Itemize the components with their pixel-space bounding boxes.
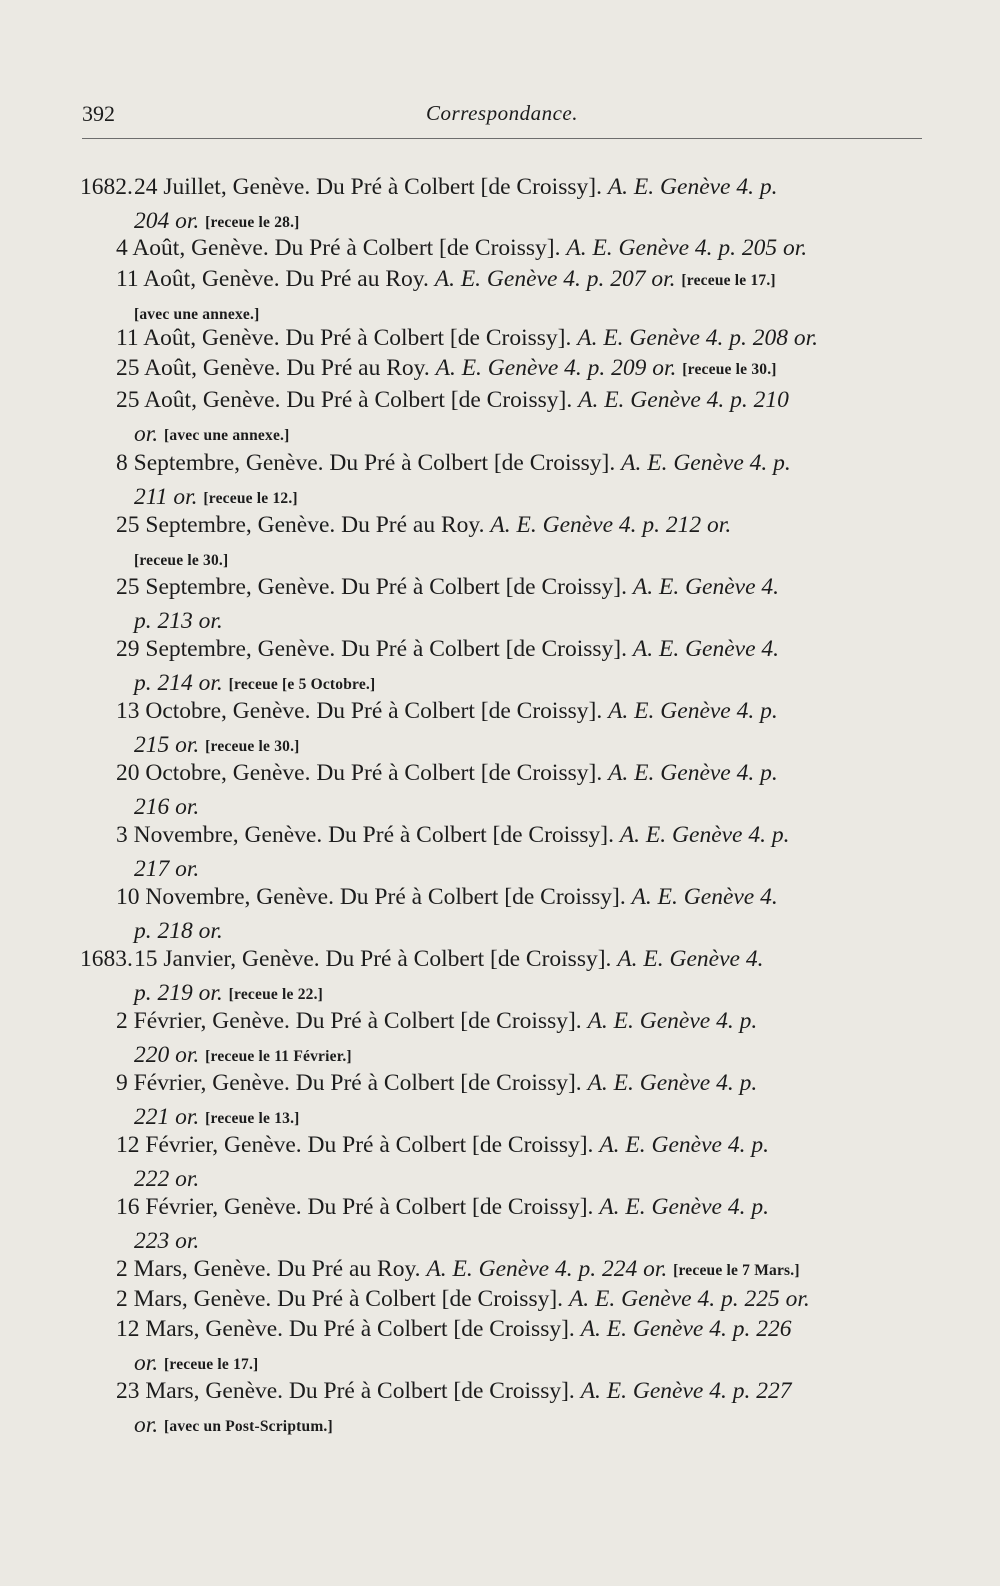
entry-text: 12 Février, Genève. Du Pré à Colbert [de Croissy].: [116, 1132, 594, 1158]
entry-text: 2 Mars, Genève. Du Pré à Colbert [de Croissy].: [116, 1286, 564, 1312]
entry-text: 11 Août, Genève. Du Pré à Colbert [de Croissy].: [116, 325, 572, 351]
entry-line: [116, 1006, 757, 1036]
entry-source-cont: 221 or.: [134, 1104, 200, 1130]
entry-continuation: [134, 916, 223, 946]
entry-continuation: [134, 606, 223, 636]
entry-continuation: [134, 1164, 199, 1194]
entry-line: [116, 448, 791, 478]
entry-source: A. E. Genève 4. p.: [599, 1132, 769, 1158]
entry-source-cont: or.: [134, 1350, 159, 1376]
entry-continuation: [134, 792, 199, 822]
entry-line: [116, 1130, 769, 1160]
entry-line: [116, 353, 777, 385]
entry-text: 25 Septembre, Genève. Du Pré à Colbert [de Croissy].: [116, 574, 627, 600]
entry-text: 13 Octobre, Genève. Du Pré à Colbert [de Croissy].: [116, 698, 603, 724]
entry-line: [116, 1376, 791, 1406]
entry-text: 24 Juillet, Genève. Du Pré à Colbert [de Croissy].: [134, 174, 602, 200]
entry-line: [116, 510, 731, 540]
entry-source-cont: p. 214 or.: [134, 670, 223, 696]
entry-source-cont: 204 or.: [134, 208, 200, 234]
entry-source: A. E. Genève 4. p.: [587, 1070, 758, 1096]
entry-text: 20 Octobre, Genève. Du Pré à Colbert [de Croissy].: [116, 760, 603, 786]
entry-source: A. E. Genève 4. p. 226: [580, 1316, 792, 1342]
entry-source: A. E. Genève 4.: [632, 636, 780, 662]
entry-note: [receue le 30.]: [682, 361, 777, 378]
entry-line: [116, 385, 789, 415]
entry-line: [116, 1068, 757, 1098]
entry-text: 29 Septembre, Genève. Du Pré à Colbert [de Croissy].: [116, 636, 627, 662]
entry-line: [116, 696, 778, 726]
entry-source: A. E. Genève 4. p. 205 or.: [566, 235, 808, 261]
entry-source-cont: p. 219 or.: [134, 980, 223, 1006]
entry-continuation: [134, 1226, 199, 1256]
entry-source: A. E. Genève 4. p.: [621, 450, 791, 476]
entry-source: A. E. Genève 4.: [632, 574, 780, 600]
entry-line: [116, 1192, 769, 1222]
entry-source-cont: p. 213 or.: [134, 608, 223, 634]
entry-source: A. E. Genève 4. p. 209 or.: [435, 355, 677, 381]
entry-source: A. E. Genève 4. p.: [607, 174, 778, 200]
entry-text: 25 Septembre, Genève. Du Pré au Roy.: [116, 512, 485, 538]
entry-source-cont: 223 or.: [134, 1228, 200, 1254]
entry-source: A. E. Genève 4. p.: [587, 1008, 758, 1034]
entry-source-cont: 217 or.: [134, 856, 200, 882]
entry-source-cont: or.: [134, 421, 159, 447]
entry-source-cont: p. 218 or.: [134, 918, 223, 944]
entry-note: [receue le 22.]: [228, 986, 324, 1003]
entry-note: [receue le 28.]: [205, 214, 300, 231]
entry-source: A. E. Genève 4. p.: [619, 822, 790, 848]
entry-text: 9 Février, Genève. Du Pré à Colbert [de Croissy].: [116, 1070, 582, 1096]
entry-source-cont: 220 or.: [134, 1042, 200, 1068]
entry-text: 10 Novembre, Genève. Du Pré à Colbert [de Croissy].: [116, 884, 626, 910]
entry-source: A. E. Genève 4. p. 225 or.: [568, 1286, 810, 1312]
entry-note: [receue le 11 Février.]: [205, 1048, 352, 1065]
entry-line: [116, 233, 807, 263]
entry-source-cont: or.: [134, 1412, 159, 1438]
entry-source: A. E. Genève 4. p. 210: [578, 387, 789, 413]
entry-source: A. E. Genève 4.: [617, 946, 764, 972]
entry-source: A. E. Genève 4.: [631, 884, 778, 910]
entry-note: [avec une annexe.]: [164, 427, 290, 444]
entry-source: A. E. Genève 4. p. 224 or.: [426, 1256, 668, 1282]
entry-line: [116, 820, 789, 850]
entry-text: 2 Février, Genève. Du Pré à Colbert [de Croissy].: [116, 1008, 582, 1034]
entry-source: A. E. Genève 4. p. 227: [580, 1378, 792, 1404]
entry-line: [116, 882, 778, 912]
entry-note: [receue le 30.]: [205, 738, 300, 755]
entry-source-cont: 222 or.: [134, 1166, 200, 1192]
entry-source: A. E. Genève 4. p. 207 or.: [434, 266, 676, 292]
entry-source: A. E. Genève 4. p. 208 or.: [577, 325, 819, 351]
entry-note: [avec un Post-Scriptum.]: [164, 1418, 333, 1435]
entry-text: 11 Août, Genève. Du Pré au Roy.: [116, 266, 429, 292]
entry-note: [receue le 13.]: [205, 1110, 300, 1127]
entry-text: 8 Septembre, Genève. Du Pré à Colbert [de Croissy].: [116, 450, 616, 476]
running-title: Correspondance.: [426, 101, 578, 125]
entry-line: [116, 264, 776, 296]
entry-text: 2 Mars, Genève. Du Pré au Roy.: [116, 1256, 421, 1282]
entry-source-cont: 211 or.: [134, 484, 198, 510]
entry-text: 25 Août, Genève. Du Pré à Colbert [de Croissy].: [116, 387, 573, 413]
page-number: 392: [82, 101, 115, 126]
entry-note: [avec une annexe.]: [134, 306, 260, 323]
entry-line: [116, 1284, 810, 1314]
entry-source: A. E. Genève 4. p.: [608, 760, 778, 786]
entry-note: [receue le 17.]: [681, 272, 776, 289]
entry-continuation: [134, 1410, 333, 1442]
entry-source: A. E. Genève 4. p.: [608, 698, 778, 724]
entry-line: [80, 172, 777, 202]
entry-continuation: [134, 854, 199, 884]
entry-source-cont: 216 or.: [134, 794, 200, 820]
entry-note: [receue le 7 Mars.]: [673, 1262, 800, 1279]
entry-line: [116, 634, 779, 664]
entry-line: [116, 1254, 800, 1286]
entry-note: [receue le 30.]: [134, 552, 229, 569]
entry-line: [116, 323, 818, 353]
entry-line: [80, 944, 763, 974]
entry-line: [116, 1314, 791, 1344]
entry-note: [receue le 12.]: [203, 490, 298, 507]
entry-source: A. E. Genève 4. p. 212 or.: [490, 512, 732, 538]
entry-year: 1682.: [80, 174, 133, 200]
entry-text: 16 Février, Genève. Du Pré à Colbert [de Croissy].: [116, 1194, 594, 1220]
entry-note: [receue [e 5 Octobre.]: [228, 676, 376, 693]
entry-text: 12 Mars, Genève. Du Pré à Colbert [de Croissy].: [116, 1316, 575, 1342]
entry-line: [116, 758, 778, 788]
entry-text: 15 Janvier, Genève. Du Pré à Colbert [de Croissy].: [134, 946, 612, 972]
entry-source-cont: 215 or.: [134, 732, 200, 758]
entry-note: [receue le 17.]: [164, 1356, 259, 1373]
entry-text: 25 Août, Genève. Du Pré au Roy.: [116, 355, 430, 381]
entry-source: A. E. Genève 4. p.: [599, 1194, 769, 1220]
entry-text: 4 Août, Genève. Du Pré à Colbert [de Croissy].: [116, 235, 561, 261]
entry-continuation: [134, 419, 289, 451]
entry-year: 1683.: [80, 946, 133, 972]
entry-text: 23 Mars, Genève. Du Pré à Colbert [de Croissy].: [116, 1378, 575, 1404]
entry-text: 3 Novembre, Genève. Du Pré à Colbert [de Croissy].: [116, 822, 614, 848]
entry-line: [116, 572, 779, 602]
